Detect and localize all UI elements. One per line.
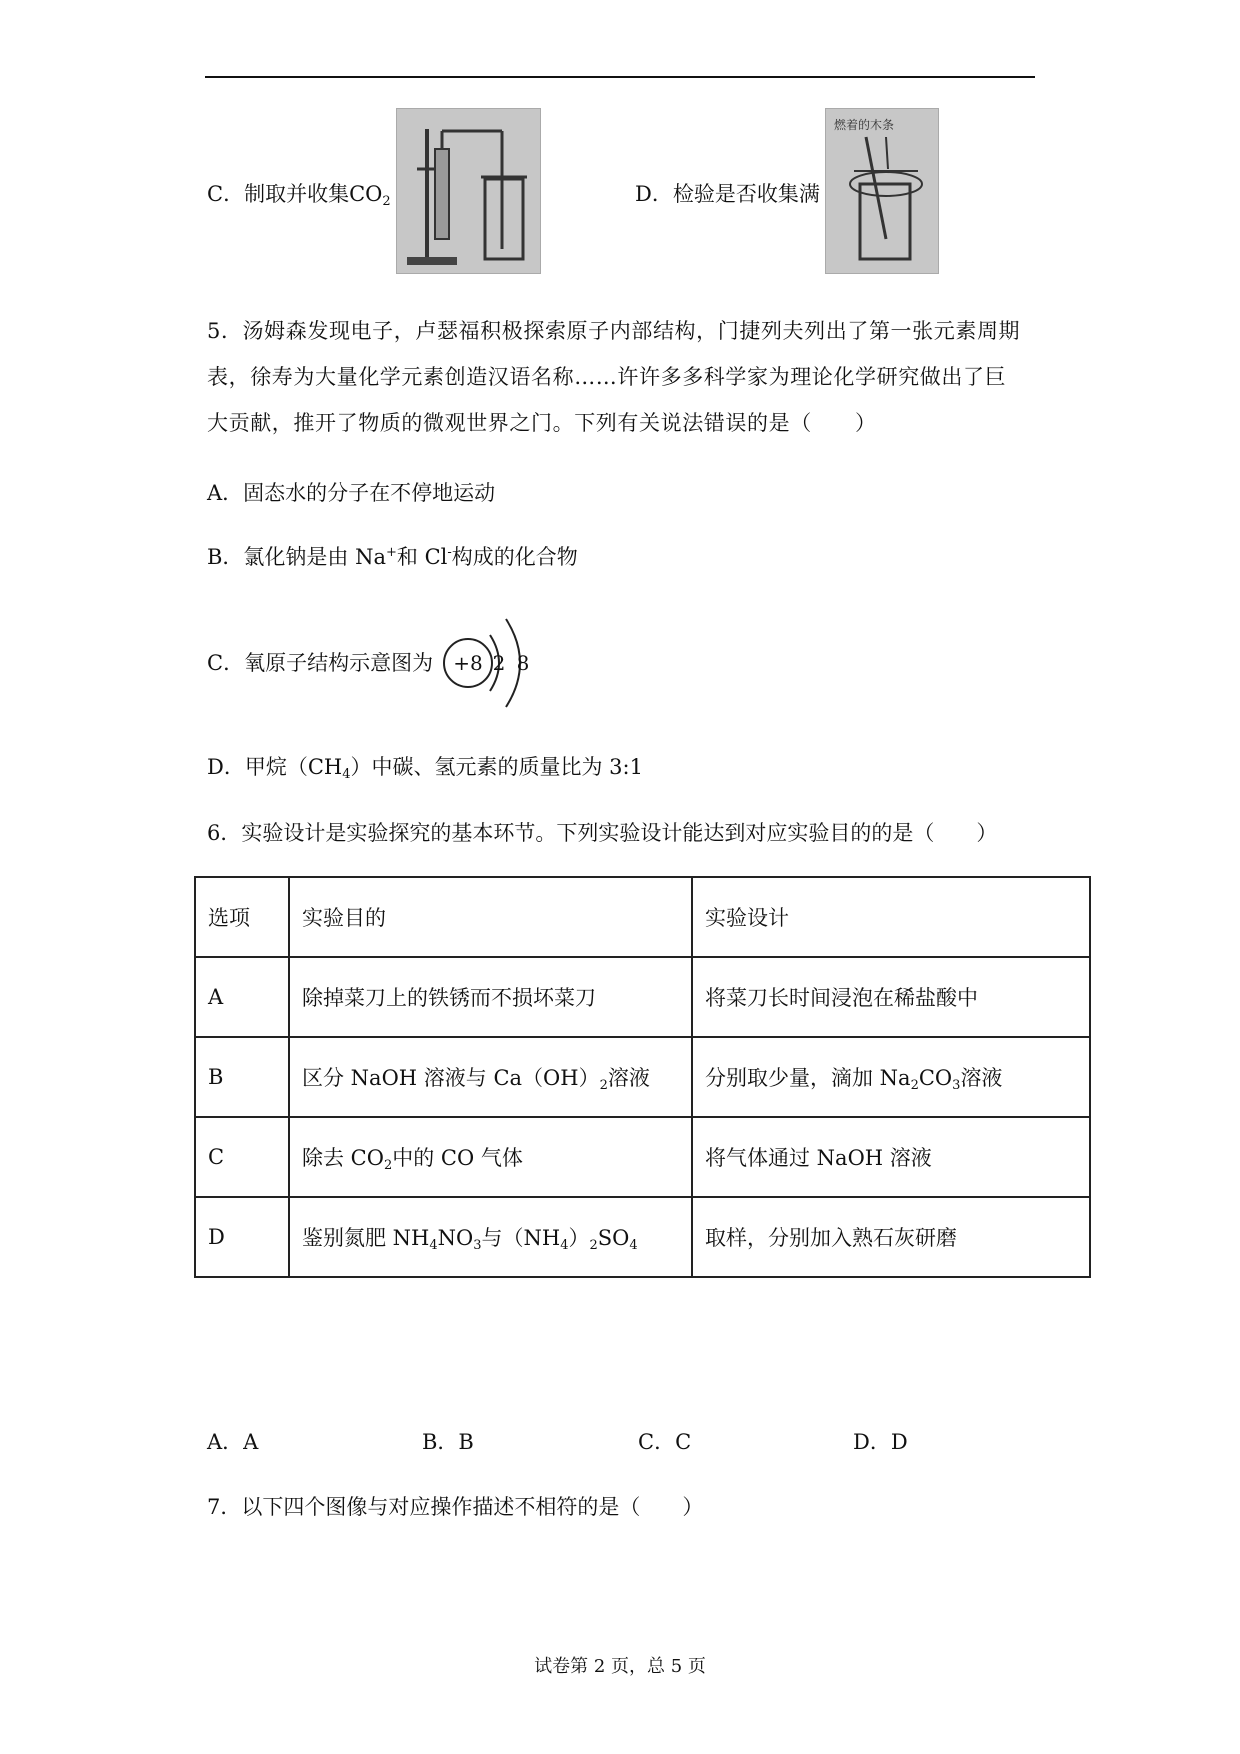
q6-answer-d: D．D [853, 1430, 908, 1454]
header-design: 实验设计 [692, 877, 1090, 957]
row-design: 分别取少量，滴加 $Na_2CO_3$溶液 [692, 1037, 1090, 1117]
q6-stem: 6．实验设计是实验探究的基本环节。下列实验设计能达到对应实验目的的是（ ） [207, 821, 998, 845]
q7-stem: 7．以下四个图像与对应操作描述不相符的是（ ） [207, 1495, 704, 1519]
q5-option-d: D．甲烷$(CH_4)$中碳、氢元素的质量比为 3:1 [207, 755, 643, 782]
row-option: A [195, 957, 289, 1037]
header-option: 选项 [195, 877, 289, 957]
photo-caption: 燃着的木条 [834, 118, 895, 132]
q5-stem: 5．汤姆森发现电子，卢瑟福积极探索原子内部结构，门捷列夫列出了第一张元素周期表，徐寿为大量化学元素创造汉语名称……许许多多科学家为理论化学研究做出了巨大贡献，推开了物质的微观世界之门。下列有关说法错误的是（ ） [207, 319, 1021, 435]
shell-1-electrons: 2 [492, 651, 506, 675]
row-design: 将菜刀长时间浸泡在稀盐酸中 [692, 957, 1090, 1037]
table-header-row [195, 877, 1090, 957]
q6-answer-a: A．A [207, 1430, 259, 1454]
oxygen-atom-structure-diagram [438, 605, 538, 715]
row-design: 将气体通过 NaOH 溶液 [692, 1117, 1090, 1197]
row-option: D [195, 1197, 289, 1277]
row-purpose: 除掉菜刀上的铁锈而不损坏菜刀 [289, 957, 692, 1037]
row-purpose: 鉴别氮肥 $NH_4NO_3$与$(NH_4)_2SO_4$ [289, 1197, 692, 1277]
table-row [195, 1197, 1090, 1277]
nucleus-charge: +8 [453, 651, 483, 675]
q6-table [194, 876, 1091, 1278]
page-footer: 试卷第 2 页，总 5 页 [534, 1656, 706, 1677]
q5-option-c: C．氧原子结构示意图为 [207, 651, 434, 675]
header-rule [205, 76, 1035, 78]
q4-option-c: C．制取并收集$CO_2$ [207, 182, 391, 209]
row-purpose: 除去 $CO_2$中的 CO 气体 [289, 1117, 692, 1197]
row-purpose: 区分 NaOH 溶液与 $Ca(OH)_2$溶液 [289, 1037, 692, 1117]
q5-option-a: A．固态水的分子在不停地运动 [207, 481, 496, 505]
q6-answer-c: C．C [638, 1430, 692, 1454]
table-row [195, 1117, 1090, 1197]
q5-option-b: B．氯化钠是由 Na+和 Cl-构成的化合物 [207, 545, 578, 569]
row-design: 取样，分别加入熟石灰研磨 [692, 1197, 1090, 1277]
table-row [195, 1037, 1090, 1117]
co2-apparatus-photo [396, 108, 541, 274]
q6-answer-b: B．B [422, 1430, 474, 1454]
shell-2-electrons: 8 [516, 651, 530, 675]
table-row [195, 957, 1090, 1037]
gas-full-check-photo [825, 108, 939, 274]
row-option: C [195, 1117, 289, 1197]
q4-option-d: D．检验是否收集满 [635, 182, 820, 206]
header-purpose: 实验目的 [289, 877, 692, 957]
row-option: B [195, 1037, 289, 1117]
